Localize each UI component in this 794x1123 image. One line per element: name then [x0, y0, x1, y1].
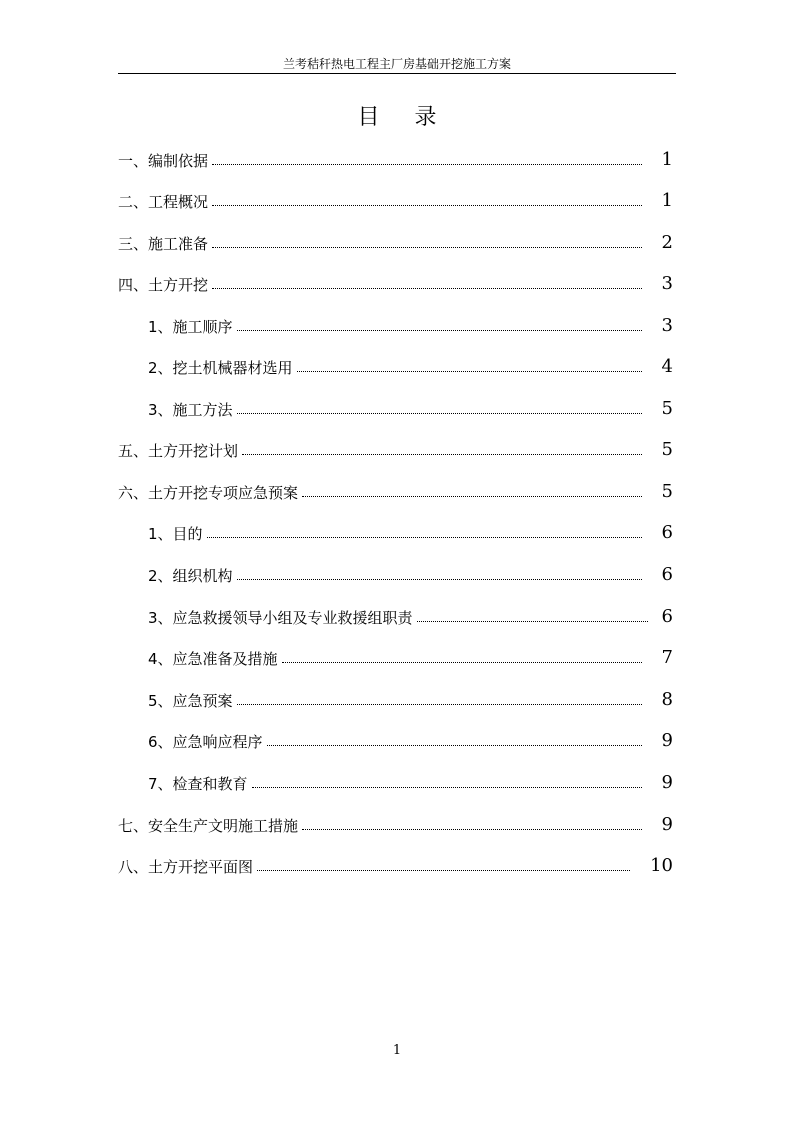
toc-leader-dots	[302, 829, 642, 830]
document-header-title: 兰考秸秆热电工程主厂房基础开挖施工方案	[282, 57, 511, 71]
toc-entry-page: 5	[661, 439, 673, 460]
toc-entry-page: 7	[661, 647, 673, 668]
toc-entry-label: 1、施工顺序	[148, 318, 233, 336]
toc-entry-page: 9	[661, 772, 673, 793]
toc-entry[interactable]	[148, 522, 642, 544]
toc-leader-dots	[212, 247, 642, 248]
toc-leader-dots	[242, 454, 642, 455]
toc-leader-dots	[282, 662, 642, 663]
toc-entry[interactable]	[148, 356, 642, 378]
toc-entry[interactable]	[118, 149, 642, 171]
toc-leader-dots	[297, 371, 642, 372]
toc-entry-page: 3	[661, 315, 673, 336]
toc-leader-dots	[302, 496, 642, 497]
toc-leader-dots	[252, 787, 642, 788]
toc-entry-page: 10	[650, 855, 673, 876]
toc-entry-page: 2	[661, 232, 673, 253]
toc-leader-dots	[212, 205, 642, 206]
toc-entry[interactable]	[148, 772, 642, 794]
toc-entry-page: 6	[661, 606, 673, 627]
toc-heading: 目 录	[357, 105, 451, 130]
toc-entry-page: 6	[661, 564, 673, 585]
toc-entry[interactable]	[148, 564, 642, 586]
toc-entry-label: 一、编制依据	[118, 152, 209, 170]
toc-entry-page: 3	[661, 273, 673, 294]
toc-entry[interactable]	[148, 689, 642, 711]
toc-entry[interactable]	[148, 730, 642, 752]
toc-leader-dots	[212, 164, 642, 165]
toc-entry-page: 9	[661, 730, 673, 751]
toc-entry-page: 6	[661, 522, 673, 543]
toc-entry-page: 8	[661, 689, 673, 710]
toc-entry-page: 4	[661, 356, 673, 377]
toc-entry-page: 1	[661, 149, 673, 170]
toc-entry[interactable]	[118, 273, 642, 295]
toc-entry-label: 6、应急响应程序	[148, 733, 263, 751]
toc-leader-dots	[237, 704, 642, 705]
toc-entry[interactable]	[118, 190, 642, 212]
toc-leader-dots	[267, 745, 642, 746]
toc-entry[interactable]	[118, 439, 642, 461]
toc-entry-label: 二、工程概况	[118, 193, 209, 211]
toc-entry[interactable]	[118, 481, 642, 503]
toc-leader-dots	[257, 870, 630, 871]
toc-leader-dots	[237, 330, 642, 331]
page-number: 1	[392, 1043, 402, 1058]
toc-entry-label: 五、土方开挖计划	[118, 442, 239, 460]
toc-leader-dots	[237, 579, 642, 580]
toc-leader-dots	[212, 288, 642, 289]
toc-entry[interactable]	[148, 606, 648, 628]
toc-entry-page: 5	[661, 398, 673, 419]
toc-entry-label: 3、应急救援领导小组及专业救援组职责	[148, 609, 413, 627]
toc-entry-label: 七、安全生产文明施工措施	[118, 817, 299, 835]
toc-entry-label: 四、土方开挖	[118, 276, 209, 294]
toc-entry-page: 1	[661, 190, 673, 211]
toc-entry-label: 2、组织机构	[148, 567, 233, 585]
toc-entry-label: 六、土方开挖专项应急预案	[118, 484, 299, 502]
toc-leader-dots	[237, 413, 642, 414]
toc-entry-label: 3、施工方法	[148, 401, 233, 419]
toc-entry-label: 三、施工准备	[118, 235, 209, 253]
toc-entry-page: 9	[661, 814, 673, 835]
toc-entry-label: 1、目的	[148, 525, 203, 543]
toc-leader-dots	[207, 537, 642, 538]
toc-entry[interactable]	[148, 315, 642, 337]
toc-entry[interactable]	[118, 814, 642, 836]
toc-entry-page: 5	[661, 481, 673, 502]
toc-entry-label: 八、土方开挖平面图	[118, 858, 254, 876]
toc-entry-label: 2、挖土机械器材选用	[148, 359, 293, 377]
toc-leader-dots	[417, 621, 648, 622]
toc-entry[interactable]	[118, 855, 630, 877]
toc-entry-label: 5、应急预案	[148, 692, 233, 710]
toc-entry[interactable]	[148, 398, 642, 420]
toc-entry-label: 4、应急准备及措施	[148, 650, 278, 668]
toc-entry-label: 7、检查和教育	[148, 775, 248, 793]
toc-entry[interactable]	[118, 232, 642, 254]
toc-entry[interactable]	[148, 647, 642, 669]
